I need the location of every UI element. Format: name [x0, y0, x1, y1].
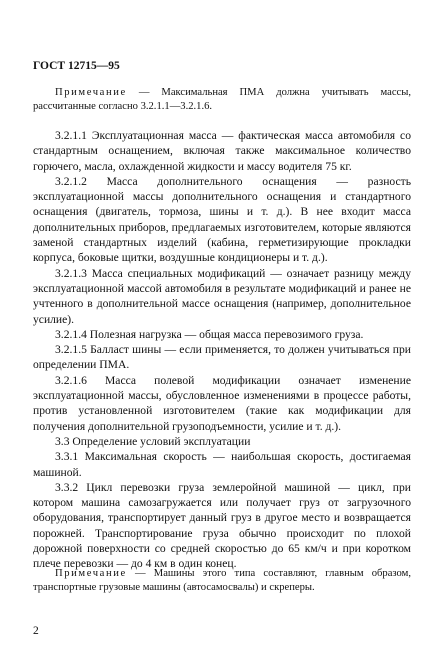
- paragraph-3-2-1-4: 3.2.1.4 Полезная нагрузка — общая масса перевозимого груза.: [55, 327, 364, 341]
- standard-id-header: ГОСТ 12715—95: [33, 60, 120, 72]
- paragraph-3-2-1-2: 3.2.1.2 Масса дополнительного оснащения — разность эксплуатационной массы дополнительного оснащения и стандартного оснащения (двигатель, тормоза, шины и т. д.). В нее входит масса дополнительных приборов, предлагаемых изготовителем, которые являются заменой стандартных изделий (кабина, герметизирующие прокладки корпуса, боковые щитки, воздушные кондиционеры и т. д.).: [33, 174, 411, 265]
- paragraph-3-3-1: 3.3.1 Максимальная скорость — наибольшая скорость, достигаемая машиной.: [33, 450, 411, 479]
- note-top-lead: Примечание: [55, 87, 127, 98]
- note-bottom: [33, 567, 411, 595]
- paragraph-3-2-1-5: 3.2.1.5 Балласт шины — если применяется, то должен учитываться при определении ПМА.: [33, 343, 411, 372]
- paragraph-3-2-1-6: 3.2.1.6 Масса полевой модификации означает изменение эксплуатационной массы, обусловленное изменениями в процессе работы, против установленной изготовителем (такие как модификации для получения дополнительной грузоподъемности, усилие и т. д.).: [33, 373, 411, 433]
- page-number: 2: [33, 625, 39, 637]
- note-top-text: — Максимальная ПМА должна учитывать массы, рассчитанные согласно 3.2.1.1—3.2.1.6.: [33, 87, 411, 112]
- paragraph-3-2-1-1: 3.2.1.1 Эксплуатационная масса — фактическая масса автомобиля со стандартным оснащением, включая также максимальное количество горючего, масла, охлажденной жидкости и массу водителя 75 кг.: [33, 129, 411, 173]
- section-heading-3-3: 3.3 Определение условий эксплуатации: [55, 434, 251, 448]
- paragraph-3-2-1-3: 3.2.1.3 Масса специальных модификаций — означает разницу между эксплуатационной массой автомобиля в результате модификаций и ранее не учтенного в дополнительной массе оснащения (например, дополнительное усилие).: [33, 266, 411, 326]
- main-text: [33, 128, 411, 572]
- note-bottom-lead: Примечание: [55, 568, 127, 579]
- note-top: [33, 86, 411, 114]
- paragraph-3-3-2: 3.3.2 Цикл перевозки груза землеройной машиной — цикл, при котором машина самозагружается или получает груз от загрузочного оборудования, транспортирует данный груз в другое место и возвращается порожней. Транспортирование груза обычно происходит по плохой дорожной поверхности со средней скоростью до 65 км/ч и при коротком плече перевозки — до 4 км в один конец.: [33, 480, 411, 571]
- note-bottom-text: — Машины этого типа составляют, главным образом, транспортные грузовые машины (автосамосвалы) и скреперы.: [33, 568, 411, 593]
